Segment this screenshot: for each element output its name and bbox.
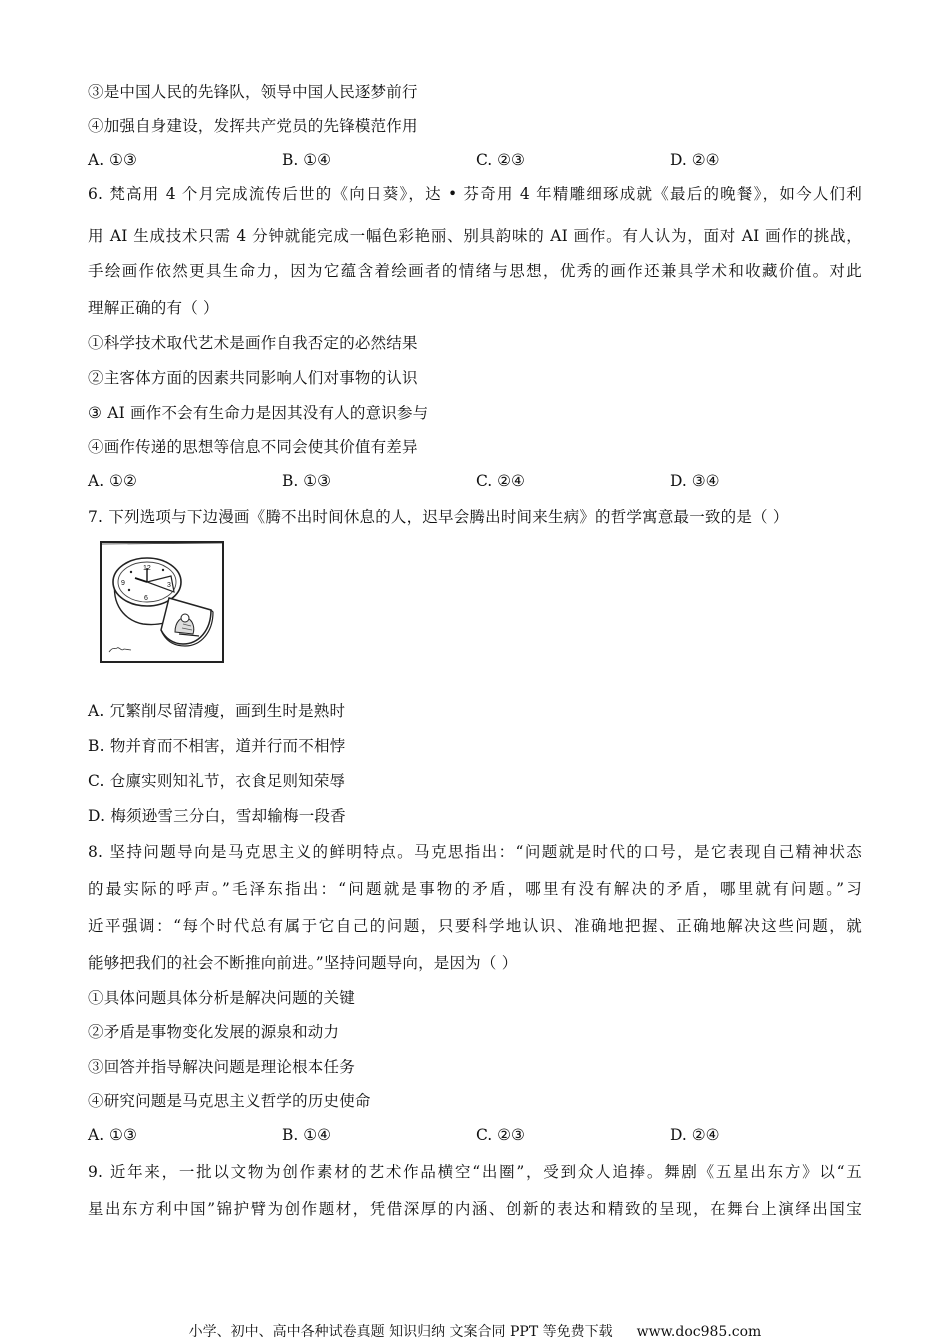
clock-cartoon-image [99, 540, 227, 666]
q8-stem-line-4: 能够把我们的社会不断推向前进。”坚持问题导向，是因为（ ） [88, 954, 518, 972]
q6-statement-2: ②主客体方面的因素共同影响人们对事物的认识 [88, 369, 418, 387]
q8-statement-4: ④研究问题是马克思主义哲学的历史使命 [88, 1092, 371, 1110]
footer-text: 小学、初中、高中各种试卷真题 知识归纳 文案合同 PPT 等免费下载 [188, 1324, 613, 1340]
q5-option-b: B. ①④ [282, 151, 332, 169]
q7-option-b: B. 物并育而不相害，道并行而不相悖 [88, 737, 346, 755]
q6-stem-line-3: 手绘画作依然更具生命力，因为它蕴含着绘画者的情绪与思想，优秀的画作还兼具学术和收藏价值。对此 [88, 262, 862, 280]
clock-number-6: 6 [144, 595, 148, 602]
q6-option-c: C. ②④ [476, 472, 525, 490]
q6-statement-3: ③ AI 画作不会有生命力是因其没有人的意识参与 [88, 404, 429, 422]
q5-statement-4: ④加强自身建设，发挥共产党员的先锋模范作用 [88, 117, 418, 135]
footer-url-link[interactable]: www.doc985.com [636, 1324, 762, 1340]
q8-option-c: C. ②③ [476, 1126, 525, 1144]
q8-option-d: D. ②④ [670, 1126, 720, 1144]
q6-option-a: A. ①② [88, 472, 137, 490]
q7-stem: 7. 下列选项与下边漫画《腾不出时间休息的人，迟早会腾出时间来生病》的哲学寓意最一致的是（ ） [88, 508, 789, 526]
q7-option-d: D. 梅须逊雪三分白，雪却输梅一段香 [88, 807, 346, 825]
q9-stem-line-1: 9. 近年来，一批以文物为创作素材的艺术作品横空“出圈”，受到众人追捧。舞剧《五星出东方》以“五 [88, 1163, 862, 1181]
q8-stem-line-2: 的最实际的呼声。”毛泽东指出：“问题就是事物的矛盾，哪里有没有解决的矛盾，哪里就有问题。”习 [88, 880, 862, 898]
q8-option-a: A. ①③ [88, 1126, 137, 1144]
q6-option-b: B. ①③ [282, 472, 332, 490]
q5-option-c: C. ②③ [476, 151, 525, 169]
q6-options [88, 471, 848, 491]
q8-stem-line-3: 近平强调：“每个时代总有属于它自己的问题，只要科学地认识、准确地把握、正确地解决这些问题，就 [88, 917, 862, 935]
q8-stem-line-1: 8. 坚持问题导向是马克思主义的鲜明特点。马克思指出：“问题就是时代的口号，是它表现自己精神状态 [88, 843, 862, 861]
q6-option-d: D. ③④ [670, 472, 720, 490]
q6-statement-1: ①科学技术取代艺术是画作自我否定的必然结果 [88, 334, 418, 352]
clock-number-12: 12 [143, 565, 151, 572]
q5-option-d: D. ②④ [670, 151, 720, 169]
q5-options [88, 150, 848, 170]
clock-wedge-drawing [161, 598, 213, 646]
clock-number-9: 9 [121, 580, 125, 587]
q6-statement-4: ④画作传递的思想等信息不同会使其价值有差异 [88, 438, 418, 456]
q5-option-a: A. ①③ [88, 151, 137, 169]
q8-options [88, 1125, 848, 1145]
q8-statement-3: ③回答并指导解决问题是理论根本任务 [88, 1058, 355, 1076]
q8-statement-2: ②矛盾是事物变化发展的源泉和动力 [88, 1023, 340, 1041]
clock-number-3: 3 [167, 582, 171, 589]
q7-option-a: A. 冗繁削尽留清瘦，画到生时是熟时 [88, 702, 346, 720]
q6-stem-line-1: 6. 梵高用 4 个月完成流传后世的《向日葵》，达 • 芬奇用 4 年精雕细琢成就《最后的晚餐》，如今人们利 [88, 185, 862, 203]
q6-stem-line-4: 理解正确的有（ ） [88, 299, 219, 317]
artist-signature-scribble [109, 648, 131, 652]
q8-statement-1: ①具体问题具体分析是解决问题的关键 [88, 989, 355, 1007]
q6-stem-line-2: 用 AI 生成技术只需 4 分钟就能完成一幅色彩艳丽、别具韵味的 AI 画作。有人认为，面对 AI 画作的挑战， [88, 227, 862, 245]
q7-option-c: C. 仓廪实则知礼节，衣食足则知荣辱 [88, 772, 346, 790]
q5-statement-3: ③是中国人民的先锋队，领导中国人民逐梦前行 [88, 83, 418, 101]
q9-stem-line-2: 星出东方利中国”锦护臂为创作题材，凭借深厚的内涵、创新的表达和精致的呈现，在舞台上演绎出国宝 [88, 1200, 862, 1218]
q8-option-b: B. ①④ [282, 1126, 332, 1144]
page-footer [0, 1323, 950, 1341]
